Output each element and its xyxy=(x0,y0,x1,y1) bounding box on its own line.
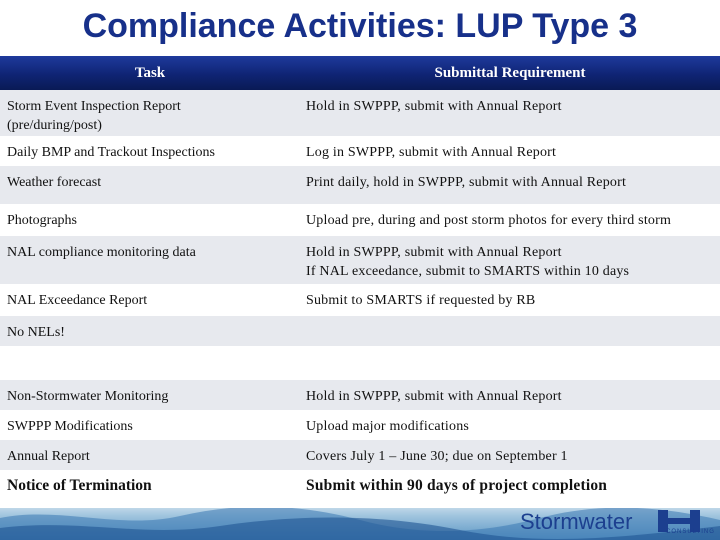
table-header-row xyxy=(0,56,720,90)
requirement-cell: Upload major modifications xyxy=(300,410,720,440)
requirement-cell xyxy=(300,316,720,346)
task-cell: Non-Stormwater Monitoring xyxy=(0,380,300,410)
task-cell: NAL Exceedance Report xyxy=(0,284,300,316)
requirement-cell: Log in SWPPP, submit with Annual Report xyxy=(300,136,720,166)
requirement-cell: Upload pre, during and post storm photos for every third storm xyxy=(300,204,720,236)
task-cell: Notice of Termination xyxy=(0,470,300,508)
requirement-cell: Submit within 90 days of project completion xyxy=(300,470,720,508)
table-row xyxy=(0,136,720,166)
page-title: Compliance Activities: LUP Type 3 xyxy=(82,7,638,45)
task-cell: Weather forecast xyxy=(0,166,300,204)
table-row xyxy=(0,166,720,204)
task-cell: Storm Event Inspection Report (pre/during/post) xyxy=(0,90,300,136)
task-cell: SWPPP Modifications xyxy=(0,410,300,440)
table-row xyxy=(0,440,720,470)
task-cell: Daily BMP and Trackout Inspections xyxy=(0,136,300,166)
task-cell: Annual Report xyxy=(0,440,300,470)
table-row xyxy=(0,316,720,346)
requirement-cell xyxy=(300,346,720,380)
task-cell: NAL compliance monitoring data xyxy=(0,236,300,284)
column-header-task: Task xyxy=(0,56,300,90)
column-header-requirement: Submittal Requirement xyxy=(300,56,720,90)
requirement-cell: Submit to SMARTS if requested by RB xyxy=(300,284,720,316)
table-row xyxy=(0,204,720,236)
table-row xyxy=(0,284,720,316)
task-cell xyxy=(0,346,300,380)
brand-name: Stormwater xyxy=(520,509,633,534)
table-row xyxy=(0,236,720,284)
table-row xyxy=(0,410,720,440)
requirement-cell: Covers July 1 – June 30; due on September 1 xyxy=(300,440,720,470)
requirement-cell: Hold in SWPPP, submit with Annual Report xyxy=(300,380,720,410)
table-row xyxy=(0,470,720,508)
brand-subtitle: CONSULTING xyxy=(666,529,715,535)
requirement-cell: Print daily, hold in SWPPP, submit with Annual Report xyxy=(300,166,720,204)
table-row xyxy=(0,346,720,380)
task-cell: No NELs! xyxy=(0,316,300,346)
task-cell: Photographs xyxy=(0,204,300,236)
requirement-cell: Hold in SWPPP, submit with Annual Report If NAL exceedance, submit to SMARTS within 10 days xyxy=(300,236,720,284)
requirement-cell: Hold in SWPPP, submit with Annual Report xyxy=(300,90,720,136)
table-row xyxy=(0,380,720,410)
table-row xyxy=(0,90,720,136)
compliance-table xyxy=(0,56,720,508)
